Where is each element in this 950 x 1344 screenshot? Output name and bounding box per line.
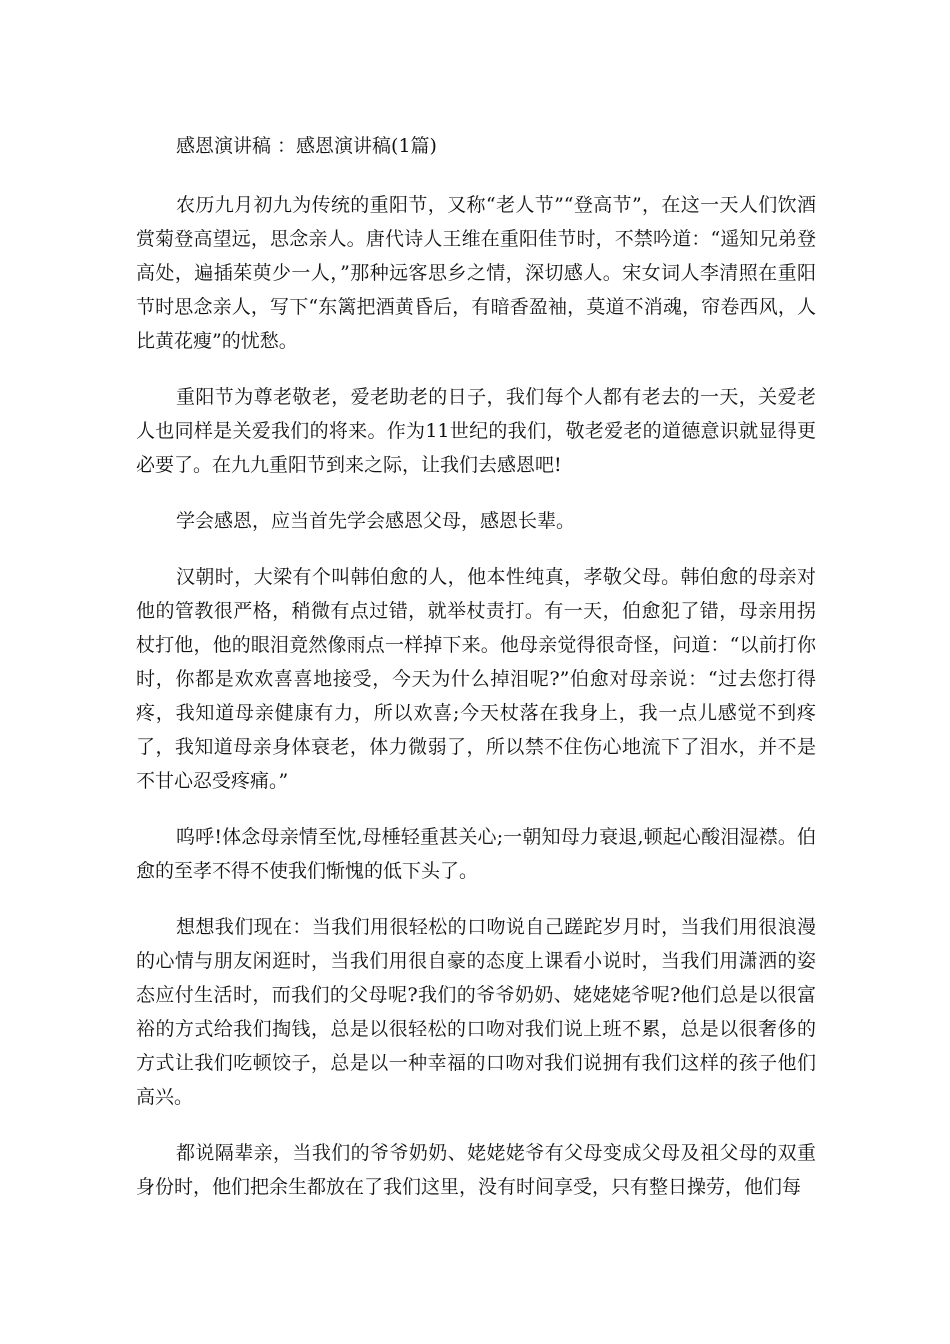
paragraph-respect-elders: 重阳节为尊老敬老，爱老助老的日子，我们每个人都有老去的一天，关爱老人也同样是关爱我们的将来。作为11世纪的我们，敬老爱老的道德意识就显得更必要了。在九九重阳节到来之际，让我们去感恩吧! <box>136 386 816 476</box>
paragraph-poem: 呜呼!体念母亲情至忱,母棰轻重甚关心;一朝知母力衰退,顿起心酸泪湿襟。伯愈的至孝不得不使我们惭愧的低下头了。 <box>136 826 816 882</box>
document-page <box>136 128 816 1226</box>
paragraph-chongyang-intro: 农历九月初九为传统的重阳节，又称“老人节”“登高节”，在这一天人们饮酒赏菊登高望远，思念亲人。唐代诗人王维在重阳佳节时，不禁吟道：“遥知兄弟登高处，遍插茱萸少一人，”那种远客思乡之情，深切感人。宋女词人李清照在重阳节时思念亲人，写下“东篱把酒黄昏后，有暗香盈袖，莫道不消魂，帘卷西风，人比黄花瘦”的忧愁。 <box>136 194 816 352</box>
paragraph-think-now: 想想我们现在：当我们用很轻松的口吻说自己蹉跎岁月时，当我们用很浪漫的心情与朋友闲逛时，当我们用很自豪的态度上课看小说时，当我们用潇洒的姿态应付生活时，而我们的父母呢?我们的爷爷奶奶、姥姥姥爷呢?他们总是以很富裕的方式给我们掏钱，总是以很轻松的口吻对我们说上班不累，总是以很奢侈的方式让我们吃顿饺子，总是以一种幸福的口吻对我们说拥有我们这样的孩子他们高兴。 <box>136 916 816 1108</box>
paragraph-grandparents: 都说隔辈亲，当我们的爷爷奶奶、姥姥姥爷有父母变成父母及祖父母的双重身份时，他们把余生都放在了我们这里，没有时间享受，只有整日操劳，他们每 <box>136 1142 816 1198</box>
document-title: 感恩演讲稿 ：感恩演讲稿(1篇) <box>176 135 437 157</box>
paragraph-learn-gratitude: 学会感恩，应当首先学会感恩父母，感恩长辈。 <box>176 510 576 532</box>
paragraph-han-boyu-story: 汉朝时，大梁有个叫韩伯愈的人，他本性纯真，孝敬父母。韩伯愈的母亲对他的管教很严格，稍微有点过错，就举杖责打。有一天，伯愈犯了错，母亲用拐杖打他，他的眼泪竟然像雨点一样掉下来。他母亲觉得很奇怪，问道：“以前打你时，你都是欢欢喜喜地接受，今天为什么掉泪呢?”伯愈对母亲说：“过去您打得疼，我知道母亲健康有力，所以欢喜;今天杖落在我身上，我一点儿感觉不到疼了，我知道母亲身体衰老，体力微弱了，所以禁不住伤心地流下了泪水，并不是不甘心忍受疼痛。” <box>136 566 816 792</box>
